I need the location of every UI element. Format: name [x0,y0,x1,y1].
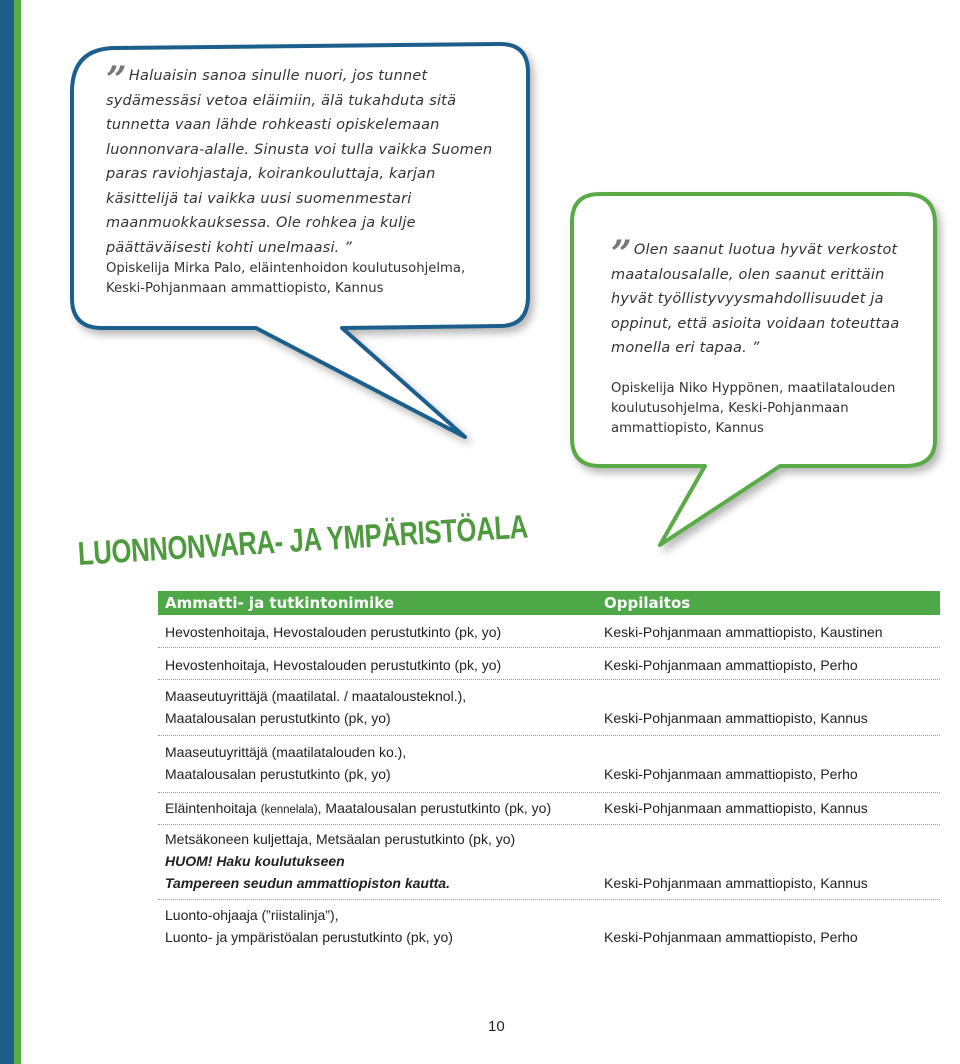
row-title-part: Eläintenhoitaja [165,800,261,816]
section-title: LUONNONVARA- JA YMPÄRISTÖALA [76,507,529,572]
page-number: 10 [488,1018,505,1035]
table-row [158,615,940,648]
row-title [165,741,601,785]
row-title [165,685,601,729]
row-school: Keski-Pohjanmaan ammattiopisto, Kannus [604,875,868,891]
quote-1-body: Haluaisin sanoa sinulle nuori, jos tunnet sydämessäsi vetoa eläimiin, älä tukahduta sitä tunnetta vaan lähde rohkeasti opiskelemaan luonnonvara-alalle. Sinusta voi tulla vaikka Suomen paras raviohjastaja, koirankouluttaja, karjan käsittelijä tai vaikka uusi suomenmestari maanmuokkauksessa. Ole rohkea ja kulje päättäväisesti kohti unelmaasi. ” [106,68,493,256]
row-title-line2: Maatalousalan perustutkinto (pk, yo) [165,710,391,726]
row-note-line2: Tampereen seudun ammattiopiston kautta. [165,875,450,891]
row-title-line2: Luonto- ja ympäristöalan perustutkinto (pk, yo) [165,929,453,945]
quote-mark-icon: ” [106,59,127,101]
table-row [158,648,940,680]
table-header [158,591,940,615]
table-row [158,736,940,793]
row-school: Keski-Pohjanmaan ammattiopisto, Perho [604,929,858,945]
row-title-part: , Maatalousalan perustutkinto (pk, yo) [317,800,552,816]
row-title-line1: Metsäkoneen kuljettaja, Metsäalan perustutkinto (pk, yo) [165,831,516,847]
table-row [158,680,940,736]
quote-2-body: Olen saanut luotua hyvät verkostot maatalousalalle, olen saanut erittäin hyvät työllistyvyysmahdollisuudet ja oppinut, että asioita voidaan toteuttaa monella eri tapaa. ” [611,242,900,356]
row-title [165,797,601,821]
study-programs-table [158,591,940,954]
quote-1-text [106,59,504,260]
table-row [158,825,940,900]
quote-1-attribution: Opiskelija Mirka Palo, eläintenhoidon koulutusohjelma, Keski-Pohjanmaan ammattiopisto, Kannus [106,261,466,296]
row-title: Hevostenhoitaja, Hevostalouden perustutkinto (pk, yo) [165,624,502,640]
quote-2-text [611,233,901,361]
row-title-line1: Maaseutuyrittäjä (maatilatalouden ko.), [165,744,407,760]
row-note-line1: HUOM! Haku koulutukseen [165,853,345,869]
row-title-small: (kennelala) [260,804,318,816]
table-row [158,793,940,825]
row-school: Keski-Pohjanmaan ammattiopisto, Kannus [604,710,868,726]
row-title [165,904,601,948]
row-title [165,828,601,894]
row-title: Hevostenhoitaja, Hevostalouden perustutkinto (pk, yo) [165,657,502,673]
header-title: Ammatti- ja tutkintonimike [165,594,395,612]
row-school: Keski-Pohjanmaan ammattiopisto, Perho [604,657,858,673]
row-school: Keski-Pohjanmaan ammattiopisto, Kaustinen [604,624,883,640]
quote-2-attribution: Opiskelija Niko Hyppönen, maatilatalouden koulutusohjelma, Keski-Pohjanmaan ammattiopisto, Kannus [611,381,896,436]
row-school: Keski-Pohjanmaan ammattiopisto, Kannus [604,800,868,816]
row-school: Keski-Pohjanmaan ammattiopisto, Perho [604,766,858,782]
table-row [158,900,940,954]
row-title-line1: Luonto-ohjaaja (”riistalinja”), [165,907,339,923]
row-title-line1: Maaseutuyrittäjä (maatilatal. / maatalousteknol.), [165,688,467,704]
quote-mark-icon: ” [611,233,632,275]
row-title-line2: Maatalousalan perustutkinto (pk, yo) [165,766,391,782]
header-school: Oppilaitos [604,594,691,612]
